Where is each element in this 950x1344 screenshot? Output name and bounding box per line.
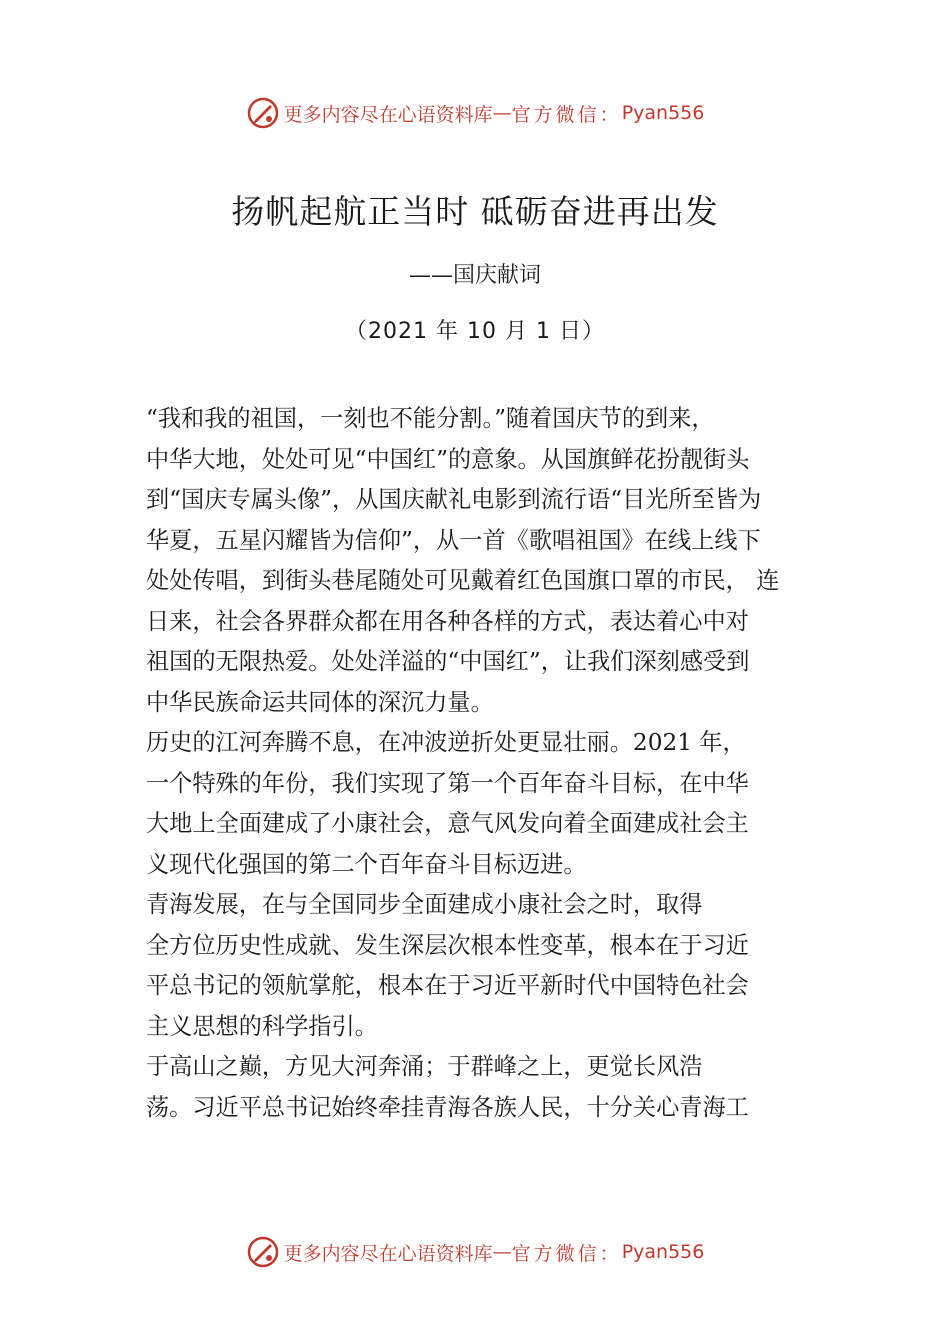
page-title: 扬帆起航正当时 砥砺奋进再出发	[231, 192, 719, 231]
page-subtitle: ——国庆献词	[408, 263, 541, 288]
paragraph: “我和我的祖国，一刻也不能分割。”随着国庆节的到来， 中华大地，处处可见“中国红”的意象。从国旗鲜花扮靓街头 到“国庆专属头像”，从国庆献礼电影到流行语“目光所至皆为 华夏，五星闪耀皆为信仰”，从一首《歌唱祖国》在线上线下 处处传唱，到街头巷尾随处可见戴着红色国旗口罩的市民， 连 日来，社会各界群众都在用各种各样的方式，表达着心中对 祖国的无限热爱。处处洋溢的“中国红”，让我们深刻感受到 中华民族命运共同体的深沉力量。	[146, 405, 780, 716]
paragraph: 历史的江河奔腾不息，在冲波逆折处更显壮丽。2021 年， 一个特殊的年份，我们实现了第一个百年奋斗目标，在中华 大地上全面建成了小康社会，意气风发向着全面建成社会主 义现代化强国的第二个百年奋斗目标迈进。	[146, 729, 749, 878]
footer-banner	[0, 1235, 950, 1269]
header-banner	[0, 96, 950, 130]
pen-logo-icon	[246, 96, 280, 130]
paragraph: 于高山之巅，方见大河奔涌；于群峰之上，更觉长风浩 荡。习近平总书记始终牵挂青海各族人民，十分关心青海工	[146, 1053, 749, 1121]
banner-dash: —	[492, 1241, 512, 1263]
banner-wechat-id: Pyan556	[621, 102, 705, 124]
banner-brand: 更多内容尽在心语资料库	[283, 1242, 493, 1265]
page-date: （2021 年 10 月 1 日）	[345, 319, 605, 344]
banner-wechat-label: 官方微信：	[511, 1242, 622, 1265]
banner-brand: 更多内容尽在心语资料库	[283, 103, 493, 126]
pen-logo-icon	[246, 1235, 280, 1269]
banner-wechat-id: Pyan556	[621, 1241, 705, 1263]
document-body	[146, 399, 826, 1128]
paragraph: 青海发展，在与全国同步全面建成小康社会之时，取得 全方位历史性成就、发生深层次根本性变革，根本在于习近 平总书记的领航掌舵，根本在于习近平新时代中国特色社会 主义思想的科学指引。	[146, 891, 749, 1040]
banner-dash: —	[492, 102, 512, 124]
banner-wechat-label: 官方微信：	[511, 103, 622, 126]
